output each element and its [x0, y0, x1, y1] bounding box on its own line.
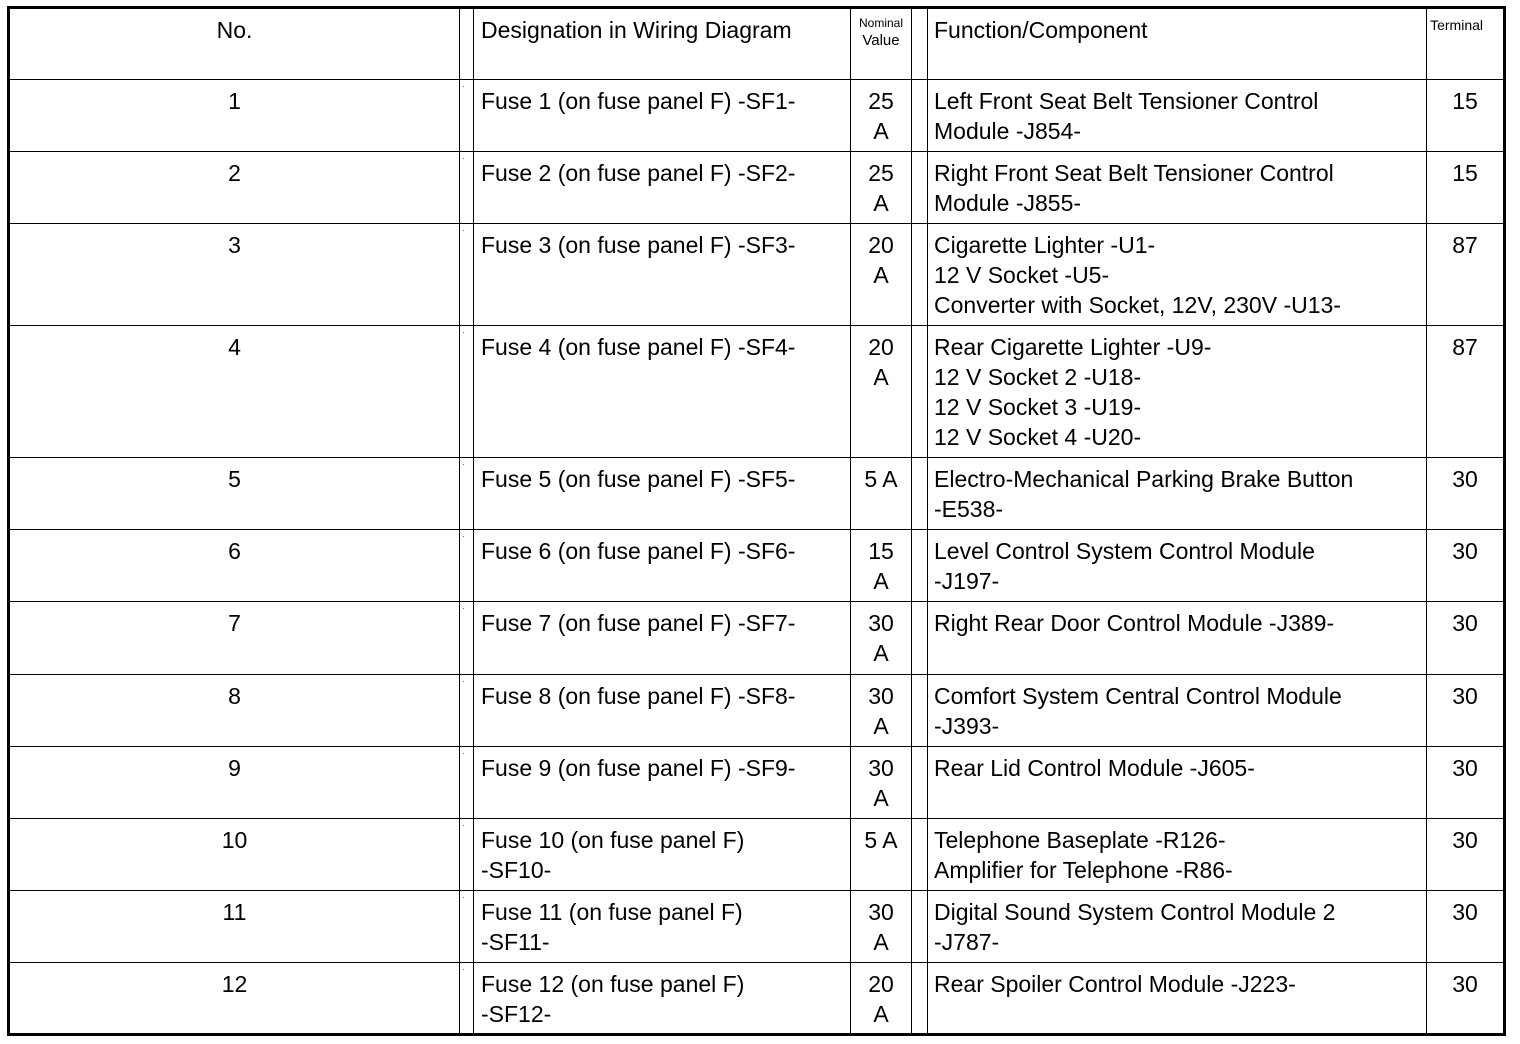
- gap-mark: [463, 86, 464, 87]
- designation-line: Fuse 12 (on fuse panel F): [481, 970, 745, 997]
- cell-designation: [474, 326, 851, 458]
- value-line: 30: [868, 754, 894, 781]
- cell-designation: [474, 458, 851, 530]
- cell-designation: [474, 818, 851, 890]
- gap-mark: [463, 158, 464, 159]
- function-line: Rear Cigarette Lighter -U9-: [934, 334, 1212, 361]
- designation-line: Fuse 9 (on fuse panel F) -SF9-: [481, 754, 796, 781]
- value-line: 5 A: [864, 466, 898, 493]
- function-line: Electro-Mechanical Parking Brake Button: [934, 466, 1354, 493]
- cell-terminal: 87: [1427, 326, 1505, 458]
- cell-designation: [474, 224, 851, 326]
- cell-terminal: 30: [1427, 746, 1505, 818]
- value-line: 20: [868, 232, 894, 259]
- value-line: 30: [868, 610, 894, 637]
- cell-terminal: 15: [1427, 152, 1505, 224]
- cell-gap: [460, 458, 474, 530]
- value-line: A: [873, 712, 889, 739]
- value-line: A: [873, 928, 889, 955]
- cell-function: [928, 326, 1427, 458]
- cell-gap-2: [912, 746, 928, 818]
- cell-function: [928, 224, 1427, 326]
- cell-no: 9: [9, 746, 460, 818]
- cell-gap: [460, 530, 474, 602]
- gap-mark: [463, 332, 464, 333]
- table-row: [9, 890, 1505, 962]
- function-line: Digital Sound System Control Module 2: [934, 898, 1336, 925]
- cell-gap-2: [912, 674, 928, 746]
- cell-function: [928, 458, 1427, 530]
- table-row: [9, 152, 1505, 224]
- header-designation: Designation in Wiring Diagram: [474, 8, 851, 80]
- designation-line: -SF11-: [481, 928, 550, 955]
- table-row: [9, 458, 1505, 530]
- cell-gap-2: [912, 602, 928, 674]
- cell-nominal-value: [851, 674, 912, 746]
- cell-function: [928, 602, 1427, 674]
- function-line: Converter with Socket, 12V, 230V -U13-: [934, 292, 1341, 319]
- cell-designation: [474, 530, 851, 602]
- designation-line: -SF10-: [481, 856, 552, 883]
- value-line: A: [873, 364, 889, 391]
- cell-nominal-value: [851, 152, 912, 224]
- value-line: 5 A: [864, 826, 898, 853]
- cell-gap: [460, 80, 474, 152]
- cell-gap-2: [912, 152, 928, 224]
- table-row: [9, 224, 1505, 326]
- cell-gap: [460, 602, 474, 674]
- gap-mark: [463, 464, 464, 465]
- cell-function: [928, 746, 1427, 818]
- cell-terminal: 15: [1427, 80, 1505, 152]
- cell-no: 2: [9, 152, 460, 224]
- designation-line: Fuse 4 (on fuse panel F) -SF4-: [481, 334, 796, 361]
- value-line: A: [873, 190, 889, 217]
- value-line: 20: [868, 334, 894, 361]
- function-line: -E538-: [934, 496, 1004, 523]
- cell-function: [928, 152, 1427, 224]
- cell-gap: [460, 152, 474, 224]
- cell-designation: [474, 890, 851, 962]
- cell-no: 3: [9, 224, 460, 326]
- header-nominal-label: Nominal: [858, 16, 903, 30]
- cell-gap: [460, 890, 474, 962]
- cell-no: 4: [9, 326, 460, 458]
- cell-gap-2: [912, 326, 928, 458]
- cell-nominal-value: [851, 746, 912, 818]
- value-line: A: [873, 118, 889, 144]
- cell-function: [928, 530, 1427, 602]
- function-line: Left Front Seat Belt Tensioner Control: [934, 88, 1319, 114]
- cell-gap-2: [912, 818, 928, 890]
- cell-nominal-value: [851, 530, 912, 602]
- function-line: Comfort System Central Control Module: [934, 682, 1342, 709]
- cell-no: 11: [9, 890, 460, 962]
- function-line: Right Rear Door Control Module -J389-: [934, 610, 1335, 637]
- function-line: Right Front Seat Belt Tensioner Control: [934, 160, 1334, 187]
- cell-terminal: 30: [1427, 530, 1505, 602]
- value-line: A: [873, 262, 889, 289]
- cell-function: [928, 80, 1427, 152]
- cell-designation: [474, 746, 851, 818]
- cell-designation: [474, 80, 851, 152]
- gap-mark: [463, 969, 464, 970]
- cell-function: [928, 674, 1427, 746]
- cell-terminal: 30: [1427, 458, 1505, 530]
- designation-line: Fuse 5 (on fuse panel F) -SF5-: [481, 466, 796, 493]
- function-line: Rear Spoiler Control Module -J223-: [934, 970, 1296, 997]
- cell-no: 7: [9, 602, 460, 674]
- cell-designation: [474, 152, 851, 224]
- table-row: [9, 326, 1505, 458]
- function-line: Rear Lid Control Module -J605-: [934, 754, 1255, 781]
- gap-mark: [463, 230, 464, 231]
- cell-terminal: 30: [1427, 602, 1505, 674]
- cell-nominal-value: [851, 224, 912, 326]
- function-line: Level Control System Control Module: [934, 538, 1315, 565]
- cell-no: 6: [9, 530, 460, 602]
- function-line: -J787-: [934, 928, 1000, 955]
- table-row: [9, 746, 1505, 818]
- cell-terminal: 30: [1427, 674, 1505, 746]
- cell-gap: [460, 818, 474, 890]
- cell-gap-2: [912, 962, 928, 1034]
- fuse-table: [7, 6, 1506, 1036]
- cell-no: 5: [9, 458, 460, 530]
- value-line: 20: [868, 970, 894, 997]
- function-line: Cigarette Lighter -U1-: [934, 232, 1156, 259]
- value-line: A: [873, 568, 889, 595]
- header-nominal-value: [851, 8, 912, 80]
- function-line: Telephone Baseplate -R126-: [934, 826, 1226, 853]
- cell-terminal: 30: [1427, 890, 1505, 962]
- cell-function: [928, 818, 1427, 890]
- cell-no: 8: [9, 674, 460, 746]
- value-line: A: [873, 1000, 889, 1027]
- cell-gap-2: [912, 530, 928, 602]
- header-value-label: Value: [862, 32, 900, 49]
- gap-mark: [463, 681, 464, 682]
- cell-function: [928, 890, 1427, 962]
- designation-line: -SF12-: [481, 1000, 552, 1027]
- cell-nominal-value: [851, 962, 912, 1034]
- cell-designation: [474, 962, 851, 1034]
- gap-mark: [463, 536, 464, 537]
- designation-line: Fuse 8 (on fuse panel F) -SF8-: [481, 682, 796, 709]
- header-no: No.: [9, 8, 460, 80]
- cell-designation: [474, 674, 851, 746]
- cell-terminal: 30: [1427, 962, 1505, 1034]
- header-gap: [460, 8, 474, 80]
- gap-mark: [463, 897, 464, 898]
- value-line: 15: [868, 538, 894, 565]
- designation-line: Fuse 1 (on fuse panel F) -SF1-: [481, 88, 796, 114]
- header-function: Function/Component: [928, 8, 1427, 80]
- cell-terminal: 87: [1427, 224, 1505, 326]
- designation-line: Fuse 2 (on fuse panel F) -SF2-: [481, 160, 796, 187]
- gap-mark: [463, 825, 464, 826]
- table-row: [9, 80, 1505, 152]
- header-terminal: Terminal: [1427, 8, 1505, 80]
- table-row: [9, 602, 1505, 674]
- cell-nominal-value: [851, 818, 912, 890]
- cell-no: 1: [9, 80, 460, 152]
- function-line: -J197-: [934, 568, 1000, 595]
- cell-gap: [460, 326, 474, 458]
- designation-line: Fuse 11 (on fuse panel F): [481, 898, 743, 925]
- function-line: 12 V Socket -U5-: [934, 262, 1110, 289]
- cell-nominal-value: [851, 80, 912, 152]
- gap-mark: [463, 753, 464, 754]
- header-gap-2: [912, 8, 928, 80]
- cell-gap: [460, 746, 474, 818]
- cell-function: [928, 962, 1427, 1034]
- cell-no: 12: [9, 962, 460, 1034]
- header-row: [9, 8, 1505, 80]
- cell-gap: [460, 962, 474, 1034]
- value-line: A: [873, 640, 889, 667]
- designation-line: Fuse 6 (on fuse panel F) -SF6-: [481, 538, 796, 565]
- value-line: 25: [868, 88, 894, 114]
- function-line: Amplifier for Telephone -R86-: [934, 856, 1233, 883]
- cell-gap-2: [912, 458, 928, 530]
- designation-line: Fuse 10 (on fuse panel F): [481, 826, 745, 853]
- designation-line: Fuse 7 (on fuse panel F) -SF7-: [481, 610, 796, 637]
- value-line: A: [873, 784, 889, 811]
- cell-nominal-value: [851, 326, 912, 458]
- function-line: Module -J855-: [934, 190, 1082, 217]
- cell-gap-2: [912, 80, 928, 152]
- function-line: Module -J854-: [934, 118, 1082, 144]
- value-line: 30: [868, 682, 894, 709]
- cell-nominal-value: [851, 890, 912, 962]
- table-row: [9, 818, 1505, 890]
- cell-no: 10: [9, 818, 460, 890]
- function-line: 12 V Socket 3 -U19-: [934, 394, 1142, 421]
- table-row: [9, 530, 1505, 602]
- value-line: 25: [868, 160, 894, 187]
- function-line: 12 V Socket 2 -U18-: [934, 364, 1142, 391]
- cell-gap-2: [912, 224, 928, 326]
- cell-designation: [474, 602, 851, 674]
- designation-line: Fuse 3 (on fuse panel F) -SF3-: [481, 232, 796, 259]
- cell-terminal: 30: [1427, 818, 1505, 890]
- function-line: 12 V Socket 4 -U20-: [934, 424, 1142, 451]
- cell-gap: [460, 674, 474, 746]
- gap-mark: [463, 608, 464, 609]
- cell-nominal-value: [851, 458, 912, 530]
- cell-gap-2: [912, 890, 928, 962]
- cell-nominal-value: [851, 602, 912, 674]
- cell-gap: [460, 224, 474, 326]
- value-line: 30: [868, 898, 894, 925]
- table-row: [9, 962, 1505, 1034]
- table-row: [9, 674, 1505, 746]
- function-line: -J393-: [934, 712, 1000, 739]
